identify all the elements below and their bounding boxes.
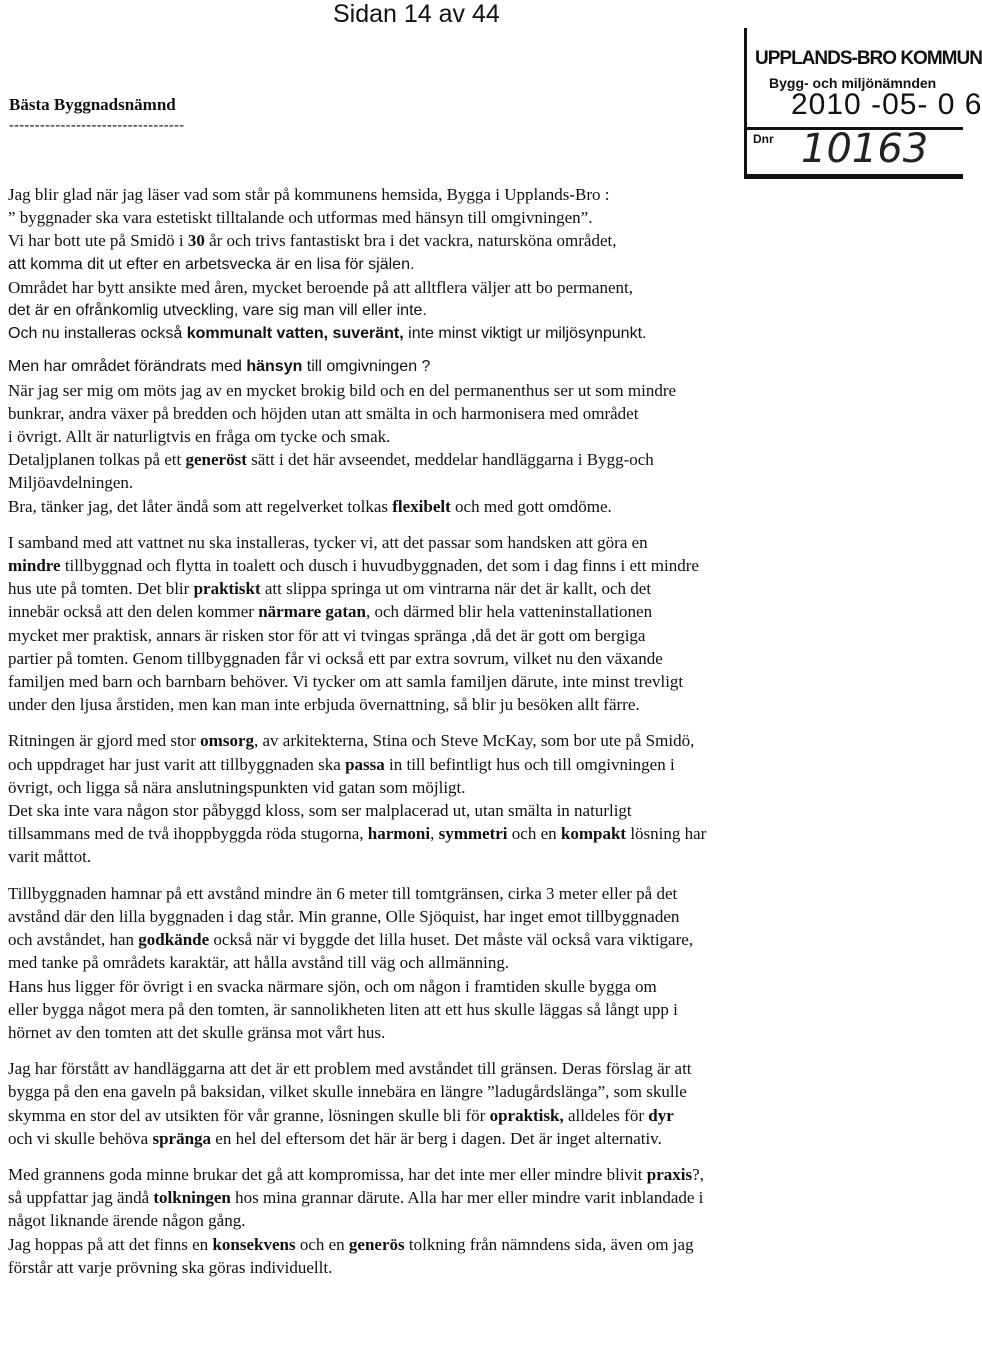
text-line: Miljöavdelningen. <box>8 473 134 493</box>
text-line: det är en ofrånkomlig utveckling, vare sig man vill eller inte. <box>8 302 427 320</box>
received-stamp <box>744 28 982 179</box>
text-line: mycket mer praktisk, annars är risken stor för att vi tvingas spränga ,då det är gott om bergiga <box>8 625 646 645</box>
text-line: hörnet av den tomten att det skulle gränsa mot vårt hus. <box>8 1022 386 1042</box>
text-line: ” byggnader ska vara estetiskt tilltalande och utformas med hänsyn till omgivningen”. <box>8 208 593 228</box>
text-line: Hans hus ligger för övrigt i en svacka närmare sjön, och om någon i framtiden skulle bygga om <box>8 976 657 996</box>
text-line: partier på tomten. Genom tillbyggnaden får vi också ett par extra sovrum, vilket nu den växande <box>8 648 663 668</box>
stamp-org: UPPLANDS-BRO KOMMUN <box>755 48 982 69</box>
text-line: Jag hoppas på att det finns en konsekvens och en generös tolkning från nämndens sida, även om jag <box>8 1234 694 1254</box>
text-line: och uppdraget har just varit att tillbyggnaden ska passa in till befintligt hus och till omgivningen i <box>8 754 675 774</box>
text-line: avstånd där den lilla byggnaden i dag står. Min granne, Olle Sjöquist, har inget emot tillbyggnaden <box>8 906 680 926</box>
text-line: Tillbyggnaden hamnar på ett avstånd mindre än 6 meter till tomtgränsen, cirka 3 meter eller på det <box>8 883 678 903</box>
stamp-date: 2010 -05- 0 6 <box>791 88 982 121</box>
text-line: bygga på den ena gaveln på baksidan, vilket skulle innebära en längre ”ladugårdslänga”, som skulle <box>8 1082 687 1102</box>
stamp-dnr-label: Dnr <box>753 132 774 146</box>
stamp-dept: Bygg- och miljönämnden <box>769 75 937 91</box>
text-line: under den ljusa årstiden, men kan man inte erbjuda övernattning, så blir ju besöken allt färre. <box>8 695 640 715</box>
text-line: Men har området förändrats med hänsyn till omgivningen ? <box>8 358 431 376</box>
text-line: förstår att varje prövning ska göras individuellt. <box>8 1257 333 1277</box>
text-line: Jag har förstått av handläggarna att det är ett problem med avståndet till gränsen. Deras förslag är att <box>8 1059 692 1079</box>
text-line: Området har bytt ansikte med åren, mycket beroende på att alltflera väljer att bo permanent, <box>8 277 633 297</box>
text-line: så uppfattar jag ändå tolkningen hos mina grannar därute. Alla har mer eller mindre varit inblandade i <box>8 1188 704 1208</box>
text-line: Det ska inte vara någon stor påbyggd kloss, som ser malplacerad ut, utan smälta in naturligt <box>8 801 632 821</box>
text-line: i övrigt. Allt är naturligtvis en fråga om tycke och smak. <box>8 427 391 447</box>
letter-body <box>8 183 954 1279</box>
text-line: skymma en stor del av utsikten för vår granne, lösningen skulle bli för opraktisk, alldeles för dyr <box>8 1105 674 1125</box>
text-line: Detaljplanen tolkas på ett generöst sätt i det här avseendet, meddelar handläggarna i Bygg-och <box>8 450 654 470</box>
text-line: varit måttot. <box>8 847 92 867</box>
text-line: I samband med att vattnet nu ska installeras, tycker vi, att det passar som handsken att göra en <box>8 532 648 552</box>
text-line: något liknande ärende någon gång. <box>8 1211 246 1231</box>
dash-line: ---------------------------------- <box>9 118 185 133</box>
text-line: och avståndet, han godkände också när vi byggde det lilla huset. Det måste väl också vara viktigare, <box>8 930 694 950</box>
text-line: med tanke på områdets karaktär, att hålla avstånd till väg och allmänning. <box>8 953 510 973</box>
text-line: Jag blir glad när jag läser vad som står på kommunens hemsida, Bygga i Upplands-Bro : <box>8 185 610 204</box>
stamp-dnr-value: 10163 <box>801 126 929 172</box>
text-line: bunkrar, andra växer på bredden och höjden utan att smälta in och harmonisera med området <box>8 403 639 423</box>
text-line: Och nu installeras också kommunalt vatten, suveränt, inte minst viktigt ur miljösynpunkt. <box>8 325 647 343</box>
text-line: Med grannens goda minne brukar det gå att kompromissa, har det inte mer eller mindre blivit praxis?, <box>8 1164 704 1184</box>
text-line: innebär också att den delen kommer närmare gatan, och därmed blir hela vatteninstallationen <box>8 602 653 622</box>
text-line: Ritningen är gjord med stor omsorg, av arkitekterna, Stina och Steve McKay, som bor ute på Smidö, <box>8 731 695 751</box>
text-line: övrigt, och ligga så nära anslutningspunkten vid gatan som möjligt. <box>8 777 466 797</box>
text-line: Bra, tänker jag, det låter ändå som att regelverket tolkas flexibelt och med gott omdöme. <box>8 496 612 516</box>
text-line: mindre tillbyggnad och flytta in toalett och dusch i huvudbyggnaden, det som i dag finns i ett mindre <box>8 556 699 576</box>
text-line: hus ute på tomten. Det blir praktiskt att slippa springa ut om vintrarna när det är kallt, och det <box>8 579 652 599</box>
text-line: När jag ser mig om möts jag av en mycket brokig bild och en del permanenthus ser ut som mindre <box>8 380 677 400</box>
text-line: familjen med barn och barnbarn behöver. Vi tycker om att samla familjen därute, inte minst trevligt <box>8 672 684 692</box>
greeting: Bästa Byggnadsnämnd <box>9 95 176 114</box>
text-line: eller bygga något mera på den tomten, är sannolikheten liten att ett hus skulle läggas så långt upp i <box>8 999 678 1019</box>
text-line: att komma dit ut efter en arbetsvecka är en lisa för själen. <box>8 255 415 273</box>
text-line: tillsammans med de två ihoppbyggda röda stugorna, harmoni, symmetri och en kompakt lösning har <box>8 824 707 844</box>
text-line: och vi skulle behöva spränga en hel del eftersom det här är berg i dagen. Det är inget alternativ. <box>8 1128 662 1148</box>
text-line: Vi har bott ute på Smidö i 30 år och trivs fantastiskt bra i det vackra, natursköna området, <box>8 231 617 251</box>
page-number: Sidan 14 av 44 <box>333 0 500 28</box>
